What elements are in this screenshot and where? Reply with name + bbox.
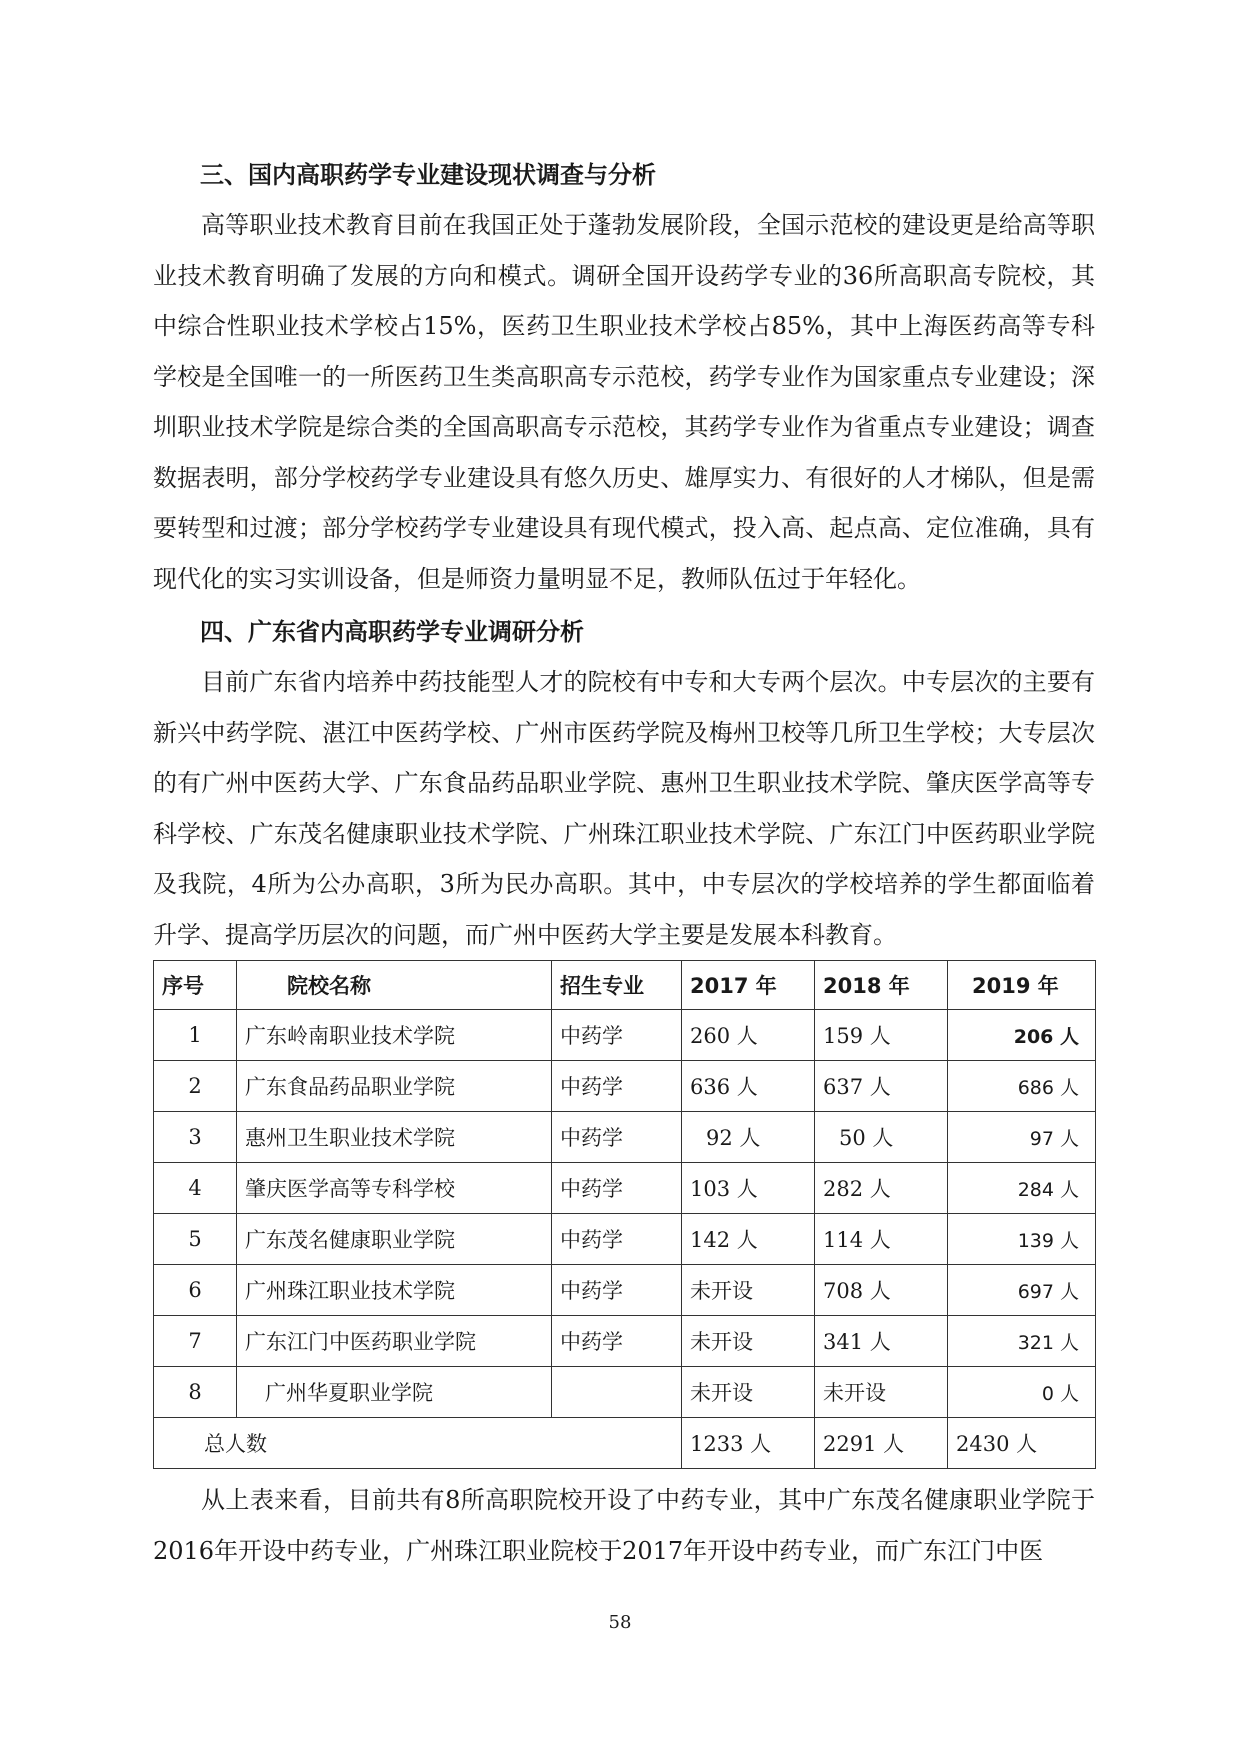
cell-2019: 697 人 xyxy=(948,1265,1096,1316)
cell-major: 中药学 xyxy=(552,1163,682,1214)
cell-2018: 159 人 xyxy=(815,1010,948,1061)
cell-school: 广东岭南职业技术学院 xyxy=(237,1010,552,1061)
cell-2017: 92 人 xyxy=(682,1112,815,1163)
cell-major xyxy=(552,1367,682,1418)
cell-major: 中药学 xyxy=(552,1061,682,1112)
cell-2018: 未开设 xyxy=(815,1367,948,1418)
section-heading-3: 三、国内高职药学专业建设现状调查与分析 xyxy=(200,161,656,189)
cell-2017: 未开设 xyxy=(682,1316,815,1367)
cell-2018: 708 人 xyxy=(815,1265,948,1316)
cell-2019: 0 人 xyxy=(948,1367,1096,1418)
cell-no: 7 xyxy=(154,1316,237,1367)
cell-2019: 139 人 xyxy=(948,1214,1096,1265)
enrollment-table xyxy=(153,960,1096,1469)
page-number: 58 xyxy=(608,1612,632,1633)
cell-no: 8 xyxy=(154,1367,237,1418)
cell-no: 2 xyxy=(154,1061,237,1112)
header-school: 院校名称 xyxy=(237,961,552,1010)
cell-2019: 284 人 xyxy=(948,1163,1096,1214)
cell-major: 中药学 xyxy=(552,1316,682,1367)
cell-total-2019: 2430 人 xyxy=(948,1418,1096,1469)
table-total-row xyxy=(154,1418,1096,1469)
table-row xyxy=(154,1010,1096,1061)
table-row xyxy=(154,1316,1096,1367)
cell-2019: 321 人 xyxy=(948,1316,1096,1367)
cell-2019: 97 人 xyxy=(948,1112,1096,1163)
enrollment-table-wrapper xyxy=(153,960,1095,1469)
cell-2017: 142 人 xyxy=(682,1214,815,1265)
cell-major: 中药学 xyxy=(552,1112,682,1163)
section-heading-4: 四、广东省内高职药学专业调研分析 xyxy=(200,618,584,646)
cell-school: 广东食品药品职业学院 xyxy=(237,1061,552,1112)
table-header-row xyxy=(154,961,1096,1010)
cell-no: 5 xyxy=(154,1214,237,1265)
header-no: 序号 xyxy=(154,961,237,1010)
cell-2017: 636 人 xyxy=(682,1061,815,1112)
cell-2018: 50 人 xyxy=(815,1112,948,1163)
paragraph-guangdong-survey: 目前广东省内培养中药技能型人才的院校有中专和大专两个层次。中专层次的主要有新兴中药学院、湛江中医药学校、广州市医药学院及梅州卫校等几所卫生学校；大专层次的有广州中医药大学、广东食品药品职业学院、惠州卫生职业技术学院、肇庆医学高等专科学校、广东茂名健康职业技术学院、广州珠江职业技术学院、广东江门中医药职业学院及我院，4所为公办高职，3所为民办高职。其中，中专层次的学校培养的学生都面临着升学、提高学历层次的问题，而广州中医药大学主要是发展本科教育。 xyxy=(153,668,1095,949)
cell-no: 6 xyxy=(154,1265,237,1316)
header-2018: 2018 年 xyxy=(815,961,948,1010)
cell-school: 肇庆医学高等专科学校 xyxy=(237,1163,552,1214)
header-major: 招生专业 xyxy=(552,961,682,1010)
cell-2018: 637 人 xyxy=(815,1061,948,1112)
cell-no: 3 xyxy=(154,1112,237,1163)
header-2019: 2019 年 xyxy=(948,961,1096,1010)
cell-2017: 260 人 xyxy=(682,1010,815,1061)
table-row xyxy=(154,1163,1096,1214)
table-row xyxy=(154,1367,1096,1418)
cell-2018: 282 人 xyxy=(815,1163,948,1214)
cell-total-2018: 2291 人 xyxy=(815,1418,948,1469)
header-2017: 2017 年 xyxy=(682,961,815,1010)
cell-2019: 686 人 xyxy=(948,1061,1096,1112)
table-row xyxy=(154,1112,1096,1163)
cell-major: 中药学 xyxy=(552,1010,682,1061)
cell-school: 广东茂名健康职业学院 xyxy=(237,1214,552,1265)
cell-school: 广州珠江职业技术学院 xyxy=(237,1265,552,1316)
cell-2017: 103 人 xyxy=(682,1163,815,1214)
table-row xyxy=(154,1061,1096,1112)
table-row xyxy=(154,1214,1096,1265)
paragraph-national-survey: 高等职业技术教育目前在我国正处于蓬勃发展阶段，全国示范校的建设更是给高等职业技术教育明确了发展的方向和模式。调研全国开设药学专业的36所高职高专院校，其中综合性职业技术学校占15%，医药卫生职业技术学校占85%，其中上海医药高等专科学校是全国唯一的一所医药卫生类高职高专示范校，药学专业作为国家重点专业建设；深圳职业技术学院是综合类的全国高职高专示范校，其药学专业作为省重点专业建设；调查数据表明，部分学校药学专业建设具有悠久历史、雄厚实力、有很好的人才梯队，但是需要转型和过渡；部分学校药学专业建设具有现代模式，投入高、起点高、定位准确，具有现代化的实习实训设备，但是师资力量明显不足，教师队伍过于年轻化。 xyxy=(153,211,1095,593)
cell-major: 中药学 xyxy=(552,1265,682,1316)
cell-2017: 未开设 xyxy=(682,1265,815,1316)
cell-school: 广东江门中医药职业学院 xyxy=(237,1316,552,1367)
cell-school: 广州华夏职业学院 xyxy=(237,1367,552,1418)
cell-total-label: 总人数 xyxy=(154,1418,682,1469)
cell-no: 4 xyxy=(154,1163,237,1214)
cell-total-2017: 1233 人 xyxy=(682,1418,815,1469)
paragraph-table-analysis: 从上表来看，目前共有8所高职院校开设了中药专业，其中广东茂名健康职业学院于2016年开设中药专业，广州珠江职业院校于2017年开设中药专业，而广东江门中医 xyxy=(153,1486,1095,1565)
cell-major: 中药学 xyxy=(552,1214,682,1265)
cell-no: 1 xyxy=(154,1010,237,1061)
cell-2018: 114 人 xyxy=(815,1214,948,1265)
table-row xyxy=(154,1265,1096,1316)
cell-2018: 341 人 xyxy=(815,1316,948,1367)
cell-2019: 206 人 xyxy=(948,1010,1096,1061)
cell-school: 惠州卫生职业技术学院 xyxy=(237,1112,552,1163)
cell-2017: 未开设 xyxy=(682,1367,815,1418)
